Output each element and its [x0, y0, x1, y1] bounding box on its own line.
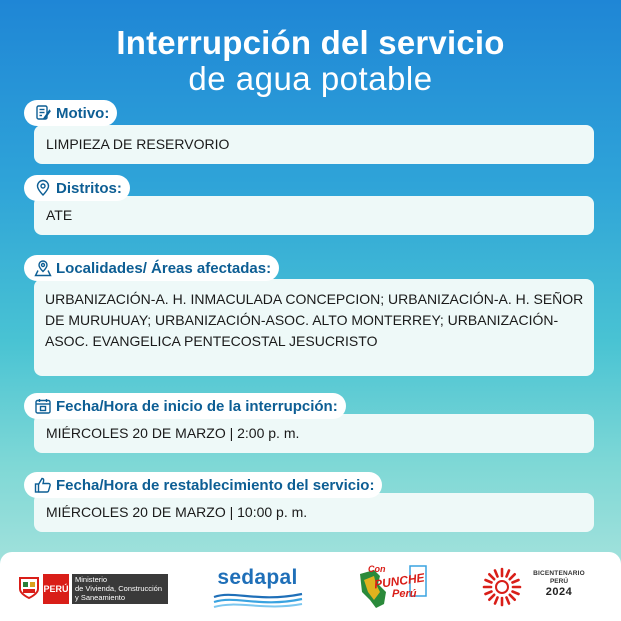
map-pin-area-icon — [34, 259, 52, 277]
inicio-label — [24, 393, 346, 419]
bicentenario-line-2: PERÚ — [549, 578, 569, 585]
localidades-box — [34, 279, 594, 376]
ministerio-text — [72, 574, 168, 604]
motivo-box — [34, 125, 594, 164]
distritos-label — [24, 175, 130, 201]
ministerio-line-2: de Vivienda, Construcción — [75, 584, 162, 593]
sedapal-wave-icon — [212, 591, 304, 609]
sedapal-logo — [210, 564, 305, 612]
motivo-label — [24, 100, 117, 126]
title-line-2: de agua potable — [188, 60, 433, 97]
peru-shield-icon — [18, 576, 40, 600]
inicio-box — [34, 414, 594, 453]
thumbs-up-icon — [34, 476, 52, 494]
punche-con: Con — [368, 564, 386, 574]
localidades-label — [24, 255, 279, 281]
bicentenario-line-3: 2024 — [545, 586, 573, 598]
punche-word: PUNCHE — [373, 570, 426, 592]
ministerio-logo — [18, 574, 168, 604]
ministerio-line-1: Ministerio — [75, 575, 108, 584]
restablecimiento-label-text: Fecha/Hora de restablecimiento del servicio: — [56, 476, 375, 494]
inicio-label-text: Fecha/Hora de inicio de la interrupción: — [56, 397, 338, 415]
motivo-label-text: Motivo: — [56, 104, 110, 122]
title-line-1: Interrupción del servicio — [116, 24, 505, 61]
punche-logo — [352, 560, 432, 614]
bicentenario-sun-icon — [482, 567, 522, 607]
document-pen-icon — [34, 104, 52, 122]
localidades-label-text: Localidades/ Áreas afectadas: — [56, 259, 272, 277]
motivo-value: LIMPIEZA DE RESERVORIO — [46, 136, 230, 152]
bicentenario-logo — [482, 566, 592, 608]
localidades-value: URBANIZACIÓN-A. H. INMACULADA CONCEPCION; URBANIZACIÓN-A. H. SEÑOR DE MURUHUAY; URBANIZACIÓN-ASOC. ALTO MONTERREY; URBANIZACIÓN-ASOC. EVANGELICA PENTECOSTAL JESUCRISTO — [45, 291, 584, 349]
restablecimiento-label — [24, 472, 382, 498]
distritos-box — [34, 196, 594, 235]
footer-logos — [0, 552, 621, 621]
distritos-label-text: Distritos: — [56, 179, 122, 197]
inicio-value: MIÉRCOLES 20 DE MARZO | 2:00 p. m. — [46, 425, 300, 441]
location-pin-icon — [34, 179, 52, 197]
distritos-value: ATE — [46, 207, 73, 223]
peru-badge: PERÚ — [43, 574, 69, 604]
bicentenario-line-1: BICENTENARIO — [533, 570, 585, 577]
sedapal-text: sedapal — [217, 566, 298, 589]
restablecimiento-value: MIÉRCOLES 20 DE MARZO | 10:00 p. m. — [46, 504, 308, 520]
ministerio-line-3: y Saneamiento — [75, 593, 126, 602]
calendar-icon — [34, 397, 52, 415]
restablecimiento-box — [34, 493, 594, 532]
punche-peru: Perú — [392, 588, 417, 600]
